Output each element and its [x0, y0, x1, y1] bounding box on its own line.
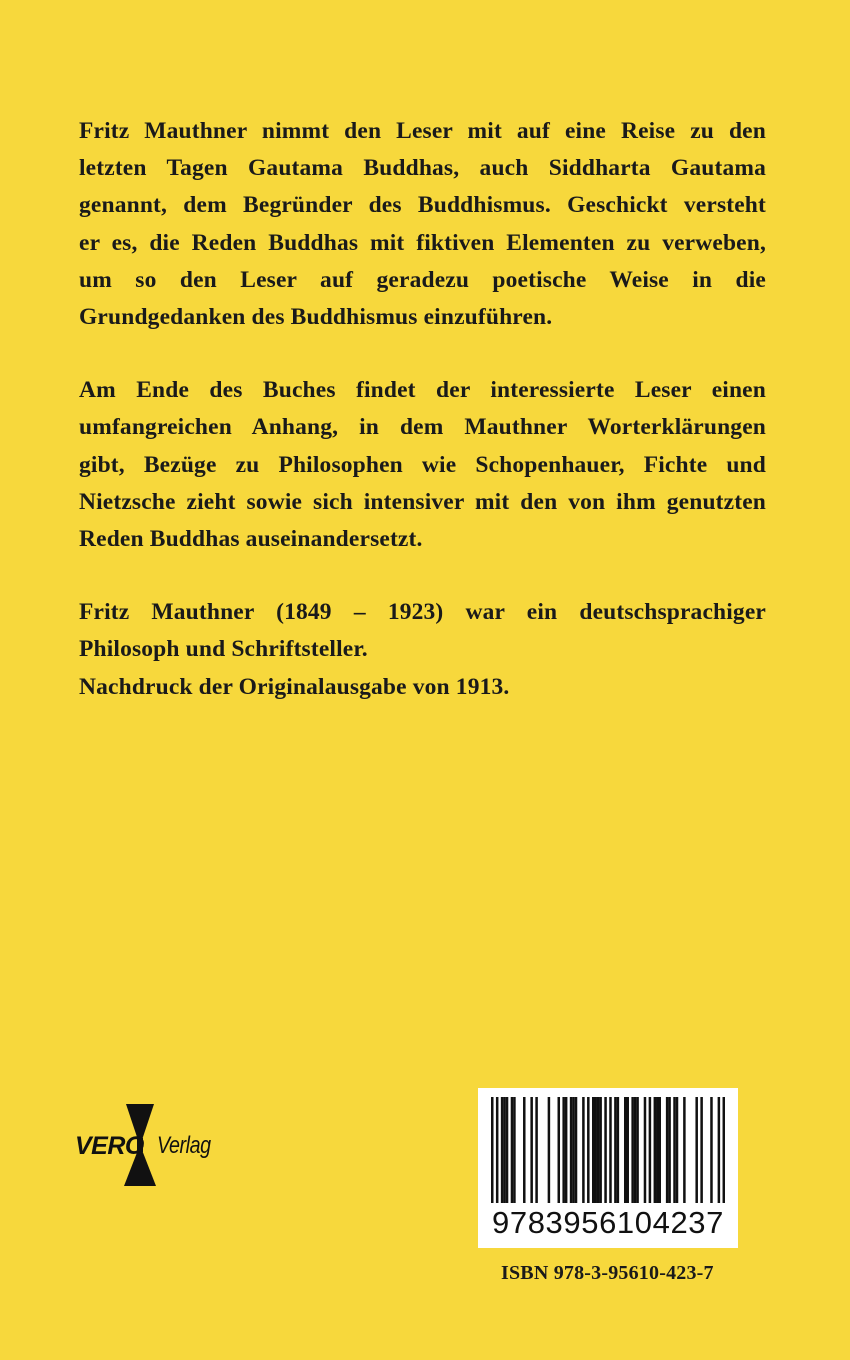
blurb-paragraph-3 [79, 594, 766, 706]
blurb-text [79, 113, 766, 706]
barcode-bar [535, 1097, 538, 1203]
barcode-bar [513, 1097, 516, 1203]
barcode-bar [548, 1097, 551, 1203]
barcode-bar [570, 1097, 573, 1203]
text-line: gibt, Bezüge zu Philosophen wie Schopenhauer, Fichte und [79, 451, 766, 478]
barcode-bar [658, 1097, 661, 1203]
barcode-bar [649, 1097, 652, 1203]
barcode-bar [565, 1097, 568, 1203]
barcode-bar [501, 1097, 504, 1203]
text-line: genannt, dem Begründer des Buddhismus. Geschickt versteht [79, 192, 766, 219]
text-line: umfangreichen Anhang, in dem Mauthner Worterklärungen [79, 414, 766, 441]
barcode-bar [614, 1097, 617, 1203]
barcode-bar [523, 1097, 526, 1203]
text-line: Nietzsche zieht sowie sich intensiver mit den von ihm genutzten [79, 488, 766, 515]
barcode-bar [676, 1097, 679, 1203]
barcode-bar [572, 1097, 575, 1203]
isbn-label: ISBN 978-3-95610-423-7 [501, 1262, 714, 1284]
barcode-bar [695, 1097, 698, 1203]
barcode-bar [594, 1097, 597, 1203]
text-line: Fritz Mauthner (1849 – 1923) war ein deutschsprachiger [79, 599, 766, 626]
barcode-bar [506, 1097, 509, 1203]
ean13-barcode-icon [491, 1097, 725, 1203]
barcode-bar [491, 1097, 494, 1203]
text-line: Philosoph und Schriftsteller. [79, 636, 368, 663]
barcode-bar [683, 1097, 686, 1203]
barcode-bar [562, 1097, 565, 1203]
barcode-bar [654, 1097, 657, 1203]
barcode-bar [604, 1097, 607, 1203]
text-line: Nachdruck der Originalausgabe von 1913. [79, 673, 510, 700]
text-line: Fritz Mauthner nimmt den Leser mit auf eine Reise zu den [79, 118, 766, 144]
barcode-bar [631, 1097, 634, 1203]
barcode-bar [673, 1097, 676, 1203]
text-line: Grundgedanken des Buddhismus einzuführen. [79, 304, 553, 331]
barcode-bar [626, 1097, 629, 1203]
barcode-bar [624, 1097, 627, 1203]
barcode-bar [723, 1097, 725, 1203]
barcode-bar [617, 1097, 620, 1203]
blurb-paragraph-2 [79, 372, 766, 558]
barcode-bar [636, 1097, 639, 1203]
barcode-bar [656, 1097, 659, 1203]
barcode-bar [530, 1097, 533, 1203]
barcode-bar [496, 1097, 499, 1203]
logo-vero-text: VERO [75, 1132, 144, 1160]
barcode-bar [609, 1097, 612, 1203]
barcode-bar [592, 1097, 595, 1203]
barcode-bar [644, 1097, 647, 1203]
blurb-paragraph-1 [79, 113, 766, 336]
text-line: um so den Leser auf geradezu poetische Weise in die [79, 266, 766, 293]
publisher-logo [72, 1104, 212, 1186]
barcode-bar [634, 1097, 637, 1203]
barcode-bar [710, 1097, 713, 1203]
text-line: er es, die Reden Buddhas mit fiktiven Elementen zu verweben, [79, 229, 766, 256]
barcode-bar [599, 1097, 602, 1203]
barcode-bar [597, 1097, 600, 1203]
text-line: Reden Buddhas auseinandersetzt. [79, 526, 423, 553]
text-line: Am Ende des Buches findet der interessierte Leser einen [79, 377, 766, 404]
barcode-bar [718, 1097, 721, 1203]
barcode-bar [575, 1097, 578, 1203]
barcode-bar [668, 1097, 671, 1203]
barcode-bar [511, 1097, 514, 1203]
barcode-bar [503, 1097, 506, 1203]
barcode-bar [666, 1097, 669, 1203]
barcode [478, 1088, 738, 1248]
barcode-digits: 9783956104237 [492, 1205, 724, 1240]
text-line: letzten Tagen Gautama Buddhas, auch Siddharta Gautama [79, 155, 766, 182]
barcode-bar [558, 1097, 561, 1203]
barcode-bar [700, 1097, 703, 1203]
barcode-bar [587, 1097, 590, 1203]
barcode-bar [582, 1097, 585, 1203]
logo-verlag-text: Verlag [157, 1132, 211, 1159]
